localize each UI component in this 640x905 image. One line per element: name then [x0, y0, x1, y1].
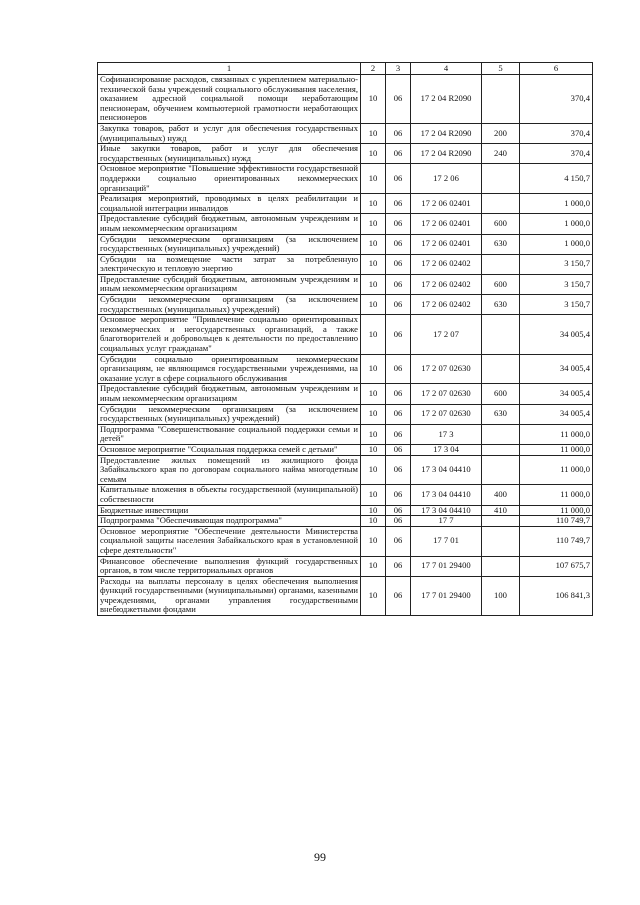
table-row [98, 485, 593, 505]
row-amount-cell: 110 749,7 [520, 516, 593, 527]
row-expense-type-cell: 630 [482, 404, 520, 424]
row-amount-cell: 4 150,7 [520, 164, 593, 194]
row-name-cell: Бюджетные инвестиции [98, 505, 361, 516]
table-row [98, 315, 593, 354]
row-subsection-cell: 06 [386, 164, 411, 194]
table-row [98, 455, 593, 485]
row-expense-type-cell [482, 444, 520, 455]
table-row [98, 164, 593, 194]
row-name-cell: Предоставление субсидий бюджетным, автономным учреждениям и иным некоммерческим организациям [98, 214, 361, 234]
row-expense-type-cell [482, 516, 520, 527]
row-target-article-cell: 17 2 04 R2090 [411, 123, 482, 143]
row-section-cell: 10 [361, 194, 386, 214]
row-subsection-cell: 06 [386, 295, 411, 315]
row-name-cell: Предоставление жилых помещений из жилищного фонда Забайкальского края по договорам социального найма многодетным семьям [98, 455, 361, 485]
row-expense-type-cell [482, 556, 520, 576]
row-subsection-cell: 06 [386, 404, 411, 424]
row-target-article-cell: 17 2 07 02630 [411, 384, 482, 404]
row-section-cell: 10 [361, 274, 386, 294]
row-amount-cell: 3 150,7 [520, 295, 593, 315]
table-header-row [98, 63, 593, 75]
row-amount-cell: 11 000,0 [520, 505, 593, 516]
row-target-article-cell: 17 2 06 02402 [411, 254, 482, 274]
table-row [98, 444, 593, 455]
row-target-article-cell: 17 2 04 R2090 [411, 144, 482, 164]
row-subsection-cell: 06 [386, 123, 411, 143]
row-name-cell: Основное мероприятие "Повышение эффективности государственной поддержки социально ориентированных некоммерческих организаций" [98, 164, 361, 194]
row-subsection-cell: 06 [386, 485, 411, 505]
row-section-cell: 10 [361, 576, 386, 615]
row-name-cell: Субсидии некоммерческим организациям (за исключением государственных (муниципальных) учреждений) [98, 295, 361, 315]
row-expense-type-cell: 630 [482, 234, 520, 254]
row-target-article-cell: 17 7 [411, 516, 482, 527]
row-subsection-cell: 06 [386, 194, 411, 214]
page-number: 99 [314, 850, 326, 864]
row-expense-type-cell [482, 254, 520, 274]
row-expense-type-cell: 630 [482, 295, 520, 315]
row-subsection-cell: 06 [386, 556, 411, 576]
table-row [98, 123, 593, 143]
table-row [98, 354, 593, 384]
row-amount-cell: 34 005,4 [520, 384, 593, 404]
row-name-cell: Капитальные вложения в объекты государственной (муниципальной) собственности [98, 485, 361, 505]
row-expense-type-cell: 600 [482, 274, 520, 294]
row-expense-type-cell: 200 [482, 123, 520, 143]
row-expense-type-cell: 100 [482, 576, 520, 615]
row-name-cell: Предоставление субсидий бюджетным, автономным учреждениям и иным некоммерческим организациям [98, 274, 361, 294]
row-amount-cell: 34 005,4 [520, 404, 593, 424]
table-row [98, 526, 593, 556]
row-amount-cell: 107 675,7 [520, 556, 593, 576]
table-row [98, 254, 593, 274]
row-expense-type-cell: 410 [482, 505, 520, 516]
row-expense-type-cell: 600 [482, 384, 520, 404]
table-row [98, 404, 593, 424]
row-name-cell: Подпрограмма "Совершенствование социальной поддержки семьи и детей" [98, 424, 361, 444]
row-expense-type-cell [482, 455, 520, 485]
row-name-cell: Предоставление субсидий бюджетным, автономным учреждениям и иным некоммерческим организациям [98, 384, 361, 404]
row-target-article-cell: 17 3 [411, 424, 482, 444]
header-col-2: 2 [361, 63, 386, 75]
row-target-article-cell: 17 7 01 29400 [411, 556, 482, 576]
row-amount-cell: 11 000,0 [520, 444, 593, 455]
row-section-cell: 10 [361, 315, 386, 354]
row-expense-type-cell [482, 194, 520, 214]
row-section-cell: 10 [361, 254, 386, 274]
header-col-5: 5 [482, 63, 520, 75]
row-section-cell: 10 [361, 75, 386, 124]
row-expense-type-cell [482, 424, 520, 444]
table-row [98, 576, 593, 615]
row-amount-cell: 370,4 [520, 75, 593, 124]
row-target-article-cell: 17 2 06 02401 [411, 214, 482, 234]
table-row [98, 274, 593, 294]
row-name-cell: Финансовое обеспечение выполнения функций государственных органов, в том числе территориальных органов [98, 556, 361, 576]
header-col-3: 3 [386, 63, 411, 75]
row-subsection-cell: 06 [386, 75, 411, 124]
row-section-cell: 10 [361, 485, 386, 505]
row-section-cell: 10 [361, 526, 386, 556]
row-subsection-cell: 06 [386, 505, 411, 516]
row-name-cell: Основное мероприятие "Обеспечение деятельности Министерства социальной защиты населения Забайкальского края в установленной сфере деятельности" [98, 526, 361, 556]
table-row [98, 194, 593, 214]
row-name-cell: Закупка товаров, работ и услуг для обеспечения государственных (муниципальных) нужд [98, 123, 361, 143]
row-amount-cell: 1 000,0 [520, 214, 593, 234]
table-row [98, 295, 593, 315]
header-col-1: 1 [98, 63, 361, 75]
row-subsection-cell: 06 [386, 576, 411, 615]
row-target-article-cell: 17 2 06 02401 [411, 234, 482, 254]
row-target-article-cell: 17 2 04 R2090 [411, 75, 482, 124]
row-name-cell: Субсидии некоммерческим организациям (за исключением государственных (муниципальных) учреждений) [98, 404, 361, 424]
row-target-article-cell: 17 2 07 02630 [411, 404, 482, 424]
row-target-article-cell: 17 2 06 02402 [411, 274, 482, 294]
row-amount-cell: 370,4 [520, 123, 593, 143]
row-subsection-cell: 06 [386, 526, 411, 556]
table-body [98, 75, 593, 616]
row-subsection-cell: 06 [386, 144, 411, 164]
row-section-cell: 10 [361, 424, 386, 444]
row-section-cell: 10 [361, 164, 386, 194]
row-section-cell: 10 [361, 384, 386, 404]
row-amount-cell: 110 749,7 [520, 526, 593, 556]
row-expense-type-cell: 240 [482, 144, 520, 164]
table-row [98, 214, 593, 234]
row-expense-type-cell [482, 526, 520, 556]
row-name-cell: Софинансирование расходов, связанных с укреплением материально-технической базы учреждений социального обслуживания населения, оказанием адресной социальной помощи неработающим пенсионерам, обучением компьютерной грамотности неработающих пенсионеров [98, 75, 361, 124]
table-row [98, 556, 593, 576]
row-name-cell: Иные закупки товаров, работ и услуг для обеспечения государственных (муниципальных) нужд [98, 144, 361, 164]
table-row [98, 234, 593, 254]
row-target-article-cell: 17 2 07 [411, 315, 482, 354]
row-section-cell: 10 [361, 214, 386, 234]
row-expense-type-cell [482, 354, 520, 384]
row-subsection-cell: 06 [386, 315, 411, 354]
row-subsection-cell: 06 [386, 234, 411, 254]
row-target-article-cell: 17 3 04 [411, 444, 482, 455]
table-row [98, 144, 593, 164]
row-amount-cell: 34 005,4 [520, 315, 593, 354]
row-subsection-cell: 06 [386, 455, 411, 485]
row-name-cell: Основное мероприятие "Социальная поддержка семей с детьми" [98, 444, 361, 455]
row-amount-cell: 34 005,4 [520, 354, 593, 384]
header-col-4: 4 [411, 63, 482, 75]
row-target-article-cell: 17 2 06 [411, 164, 482, 194]
row-subsection-cell: 06 [386, 424, 411, 444]
row-section-cell: 10 [361, 404, 386, 424]
table-row [98, 424, 593, 444]
row-expense-type-cell [482, 315, 520, 354]
row-subsection-cell: 06 [386, 516, 411, 527]
row-subsection-cell: 06 [386, 444, 411, 455]
row-section-cell: 10 [361, 295, 386, 315]
row-amount-cell: 1 000,0 [520, 234, 593, 254]
row-subsection-cell: 06 [386, 254, 411, 274]
row-amount-cell: 11 000,0 [520, 424, 593, 444]
row-amount-cell: 11 000,0 [520, 485, 593, 505]
row-subsection-cell: 06 [386, 274, 411, 294]
row-section-cell: 10 [361, 505, 386, 516]
row-target-article-cell: 17 3 04 04410 [411, 485, 482, 505]
row-name-cell: Субсидии на возмещение части затрат за потребленную электрическую и тепловую энергию [98, 254, 361, 274]
row-name-cell: Подпрограмма "Обеспечивающая подпрограмма" [98, 516, 361, 527]
row-subsection-cell: 06 [386, 384, 411, 404]
row-section-cell: 10 [361, 234, 386, 254]
row-expense-type-cell: 600 [482, 214, 520, 234]
row-section-cell: 10 [361, 516, 386, 527]
header-col-6: 6 [520, 63, 593, 75]
table-row [98, 384, 593, 404]
row-section-cell: 10 [361, 354, 386, 384]
row-expense-type-cell [482, 164, 520, 194]
row-target-article-cell: 17 7 01 [411, 526, 482, 556]
table-row [98, 75, 593, 124]
row-amount-cell: 3 150,7 [520, 254, 593, 274]
row-target-article-cell: 17 3 04 04410 [411, 455, 482, 485]
row-amount-cell: 1 000,0 [520, 194, 593, 214]
row-section-cell: 10 [361, 556, 386, 576]
row-section-cell: 10 [361, 455, 386, 485]
row-amount-cell: 370,4 [520, 144, 593, 164]
row-subsection-cell: 06 [386, 214, 411, 234]
row-section-cell: 10 [361, 444, 386, 455]
row-target-article-cell: 17 3 04 04410 [411, 505, 482, 516]
row-subsection-cell: 06 [386, 354, 411, 384]
row-name-cell: Субсидии некоммерческим организациям (за исключением государственных (муниципальных) учреждений) [98, 234, 361, 254]
row-target-article-cell: 17 2 06 02402 [411, 295, 482, 315]
row-target-article-cell: 17 2 07 02630 [411, 354, 482, 384]
row-name-cell: Реализация мероприятий, проводимых в целях реабилитации и социальной интеграции инвалидов [98, 194, 361, 214]
row-name-cell: Расходы на выплаты персоналу в целях обеспечения выполнения функций государственными (муниципальными) органами, казенными учреждениями, органами управления государственными внебюджетными фондами [98, 576, 361, 615]
table-row [98, 516, 593, 527]
row-section-cell: 10 [361, 123, 386, 143]
row-target-article-cell: 17 2 06 02401 [411, 194, 482, 214]
row-expense-type-cell: 400 [482, 485, 520, 505]
row-name-cell: Субсидии социально ориентированным некоммерческим организациям, не являющимся государственными учреждениями, на оказание услуг в сфере социального обслуживания [98, 354, 361, 384]
row-target-article-cell: 17 7 01 29400 [411, 576, 482, 615]
row-amount-cell: 106 841,3 [520, 576, 593, 615]
row-name-cell: Основное мероприятие "Привлечение социально ориентированных некоммерческих и негосударственных организаций, а также благотворителей и добровольцев к деятельности по предоставлению социальных услуг гражданам" [98, 315, 361, 354]
row-amount-cell: 3 150,7 [520, 274, 593, 294]
budget-table [97, 62, 593, 616]
row-expense-type-cell [482, 75, 520, 124]
table-row [98, 505, 593, 516]
row-section-cell: 10 [361, 144, 386, 164]
row-amount-cell: 11 000,0 [520, 455, 593, 485]
